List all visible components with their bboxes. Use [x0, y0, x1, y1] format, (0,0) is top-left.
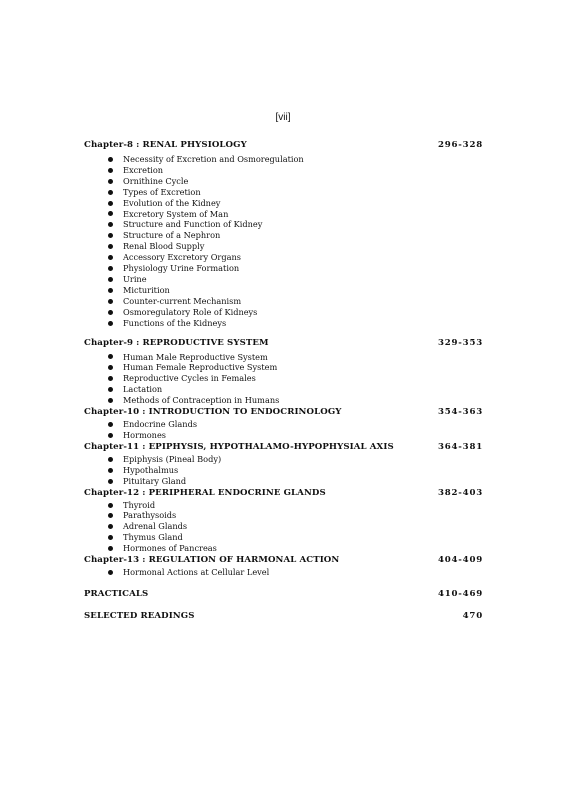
list-item: Endocrine Glands	[108, 419, 483, 430]
list-item: Accessory Excretory Organs	[108, 252, 483, 263]
chapter-pages: 404-409	[437, 555, 483, 566]
chapter-title: Chapter-12 : PERIPHERAL ENDOCRINE GLANDS	[84, 487, 326, 498]
bullet-icon	[108, 535, 113, 540]
chapter-pages: 364-381	[437, 441, 483, 452]
chapter-heading[interactable]	[84, 139, 483, 151]
bullet-icon	[108, 570, 113, 575]
bullet-icon	[108, 299, 113, 304]
list-item: Epiphysis (Pineal Body)	[108, 454, 483, 465]
bullet-icon	[108, 468, 113, 473]
bullet-icon	[108, 398, 113, 403]
bullet-icon	[108, 310, 113, 315]
chapter-pages: 382-403	[437, 487, 483, 498]
bullet-icon	[108, 255, 113, 260]
bullet-icon	[108, 244, 113, 249]
list-item: Pituitary Gland	[108, 476, 483, 487]
bullet-icon	[108, 433, 113, 438]
bullet-icon	[108, 277, 113, 282]
list-item: Evolution of the Kidney	[108, 198, 483, 209]
list-item: Excretory System of Man	[108, 209, 483, 220]
list-item: Necessity of Excretion and Osmoregulation	[108, 154, 483, 165]
page-number: [vii]	[275, 112, 291, 123]
list-item: Methods of Contraception in Humans	[108, 395, 483, 406]
list-item: Hypothalmus	[108, 465, 483, 476]
selected-readings-entry[interactable]	[84, 610, 483, 622]
list-item: Renal Blood Supply	[108, 241, 483, 252]
list-item: Hormones	[108, 430, 483, 441]
bullet-icon	[108, 546, 113, 551]
bullet-icon	[108, 201, 113, 206]
bullet-icon	[108, 513, 113, 518]
bullet-icon	[108, 422, 113, 427]
bullet-icon	[108, 365, 113, 370]
bullet-icon	[108, 288, 113, 293]
list-item: Lactation	[108, 384, 483, 395]
practicals-pages: 410-469	[437, 589, 483, 599]
bullet-icon	[108, 179, 113, 184]
list-item: Human Female Reproductive System	[108, 362, 483, 373]
list-item: Excretion	[108, 165, 483, 176]
chapter-heading[interactable]	[84, 337, 483, 349]
topic-list	[84, 500, 483, 555]
topic-list	[84, 567, 483, 578]
list-item: Osmoregulatory Role of Kidneys	[108, 307, 483, 318]
chapter-heading[interactable]	[84, 441, 483, 453]
selected-readings-pages: 470	[462, 611, 483, 621]
topic-list	[84, 419, 483, 441]
list-item: Hormonal Actions at Cellular Level	[108, 567, 483, 578]
bullet-icon	[108, 321, 113, 326]
list-item: Physiology Urine Formation	[108, 263, 483, 274]
chapter-heading[interactable]	[84, 554, 483, 566]
bullet-icon	[108, 211, 113, 216]
practicals-entry[interactable]	[84, 588, 483, 600]
bullet-icon	[108, 266, 113, 271]
bullet-icon	[108, 354, 113, 359]
list-item: Thyroid	[108, 500, 483, 511]
bullet-icon	[108, 190, 113, 195]
bullet-icon	[108, 457, 113, 462]
list-item: Ornithine Cycle	[108, 176, 483, 187]
chapter-pages: 296-328	[437, 140, 483, 150]
bullet-icon	[108, 157, 113, 162]
chapter-heading[interactable]	[84, 406, 483, 418]
practicals-title: PRACTICALS	[84, 589, 149, 599]
chapter-11	[84, 441, 483, 487]
bullet-icon	[108, 376, 113, 381]
topic-list	[84, 352, 483, 407]
list-item: Structure and Function of Kidney	[108, 219, 483, 230]
bullet-icon	[108, 222, 113, 227]
list-item: Urine	[108, 274, 483, 285]
list-item: Structure of a Nephron	[108, 230, 483, 241]
list-item: Reproductive Cycles in Females	[108, 373, 483, 384]
chapter-8	[84, 139, 483, 329]
list-item: Functions of the Kidneys	[108, 318, 483, 329]
list-item: Adrenal Glands	[108, 521, 483, 532]
list-item: Types of Excretion	[108, 187, 483, 198]
chapter-10	[84, 406, 483, 441]
topic-list	[84, 154, 483, 329]
chapter-title: Chapter-8 : RENAL PHYSIOLOGY	[84, 140, 247, 150]
bullet-icon	[108, 524, 113, 529]
bullet-icon	[108, 503, 113, 508]
list-item: Hormones of Pancreas	[108, 543, 483, 554]
chapter-title: Chapter-10 : INTRODUCTION TO ENDOCRINOLOGY	[84, 407, 342, 418]
chapter-pages: 354-363	[437, 407, 483, 418]
selected-readings-title: SELECTED READINGS	[84, 611, 195, 621]
list-item: Thymus Gland	[108, 532, 483, 543]
bullet-icon	[108, 233, 113, 238]
table-of-contents	[84, 139, 483, 622]
list-item: Parathysoids	[108, 510, 483, 521]
chapter-pages: 329-353	[437, 337, 483, 348]
chapter-title: Chapter-13 : REGULATION OF HARMONAL ACTION	[84, 555, 340, 566]
bullet-icon	[108, 387, 113, 392]
chapter-13	[84, 554, 483, 578]
topic-list	[84, 454, 483, 487]
chapter-12	[84, 487, 483, 555]
list-item: Counter-current Mechanism	[108, 296, 483, 307]
chapter-title: Chapter-11 : EPIPHYSIS, HYPOTHALAMO-HYPOPHYSIAL AXIS	[84, 441, 394, 452]
chapter-9	[84, 337, 483, 407]
list-item: Micturition	[108, 285, 483, 296]
bullet-icon	[108, 479, 113, 484]
chapter-heading[interactable]	[84, 487, 483, 499]
bullet-icon	[108, 168, 113, 173]
chapter-title: Chapter-9 : REPRODUCTIVE SYSTEM	[84, 337, 269, 348]
list-item: Human Male Reproductive System	[108, 352, 483, 363]
